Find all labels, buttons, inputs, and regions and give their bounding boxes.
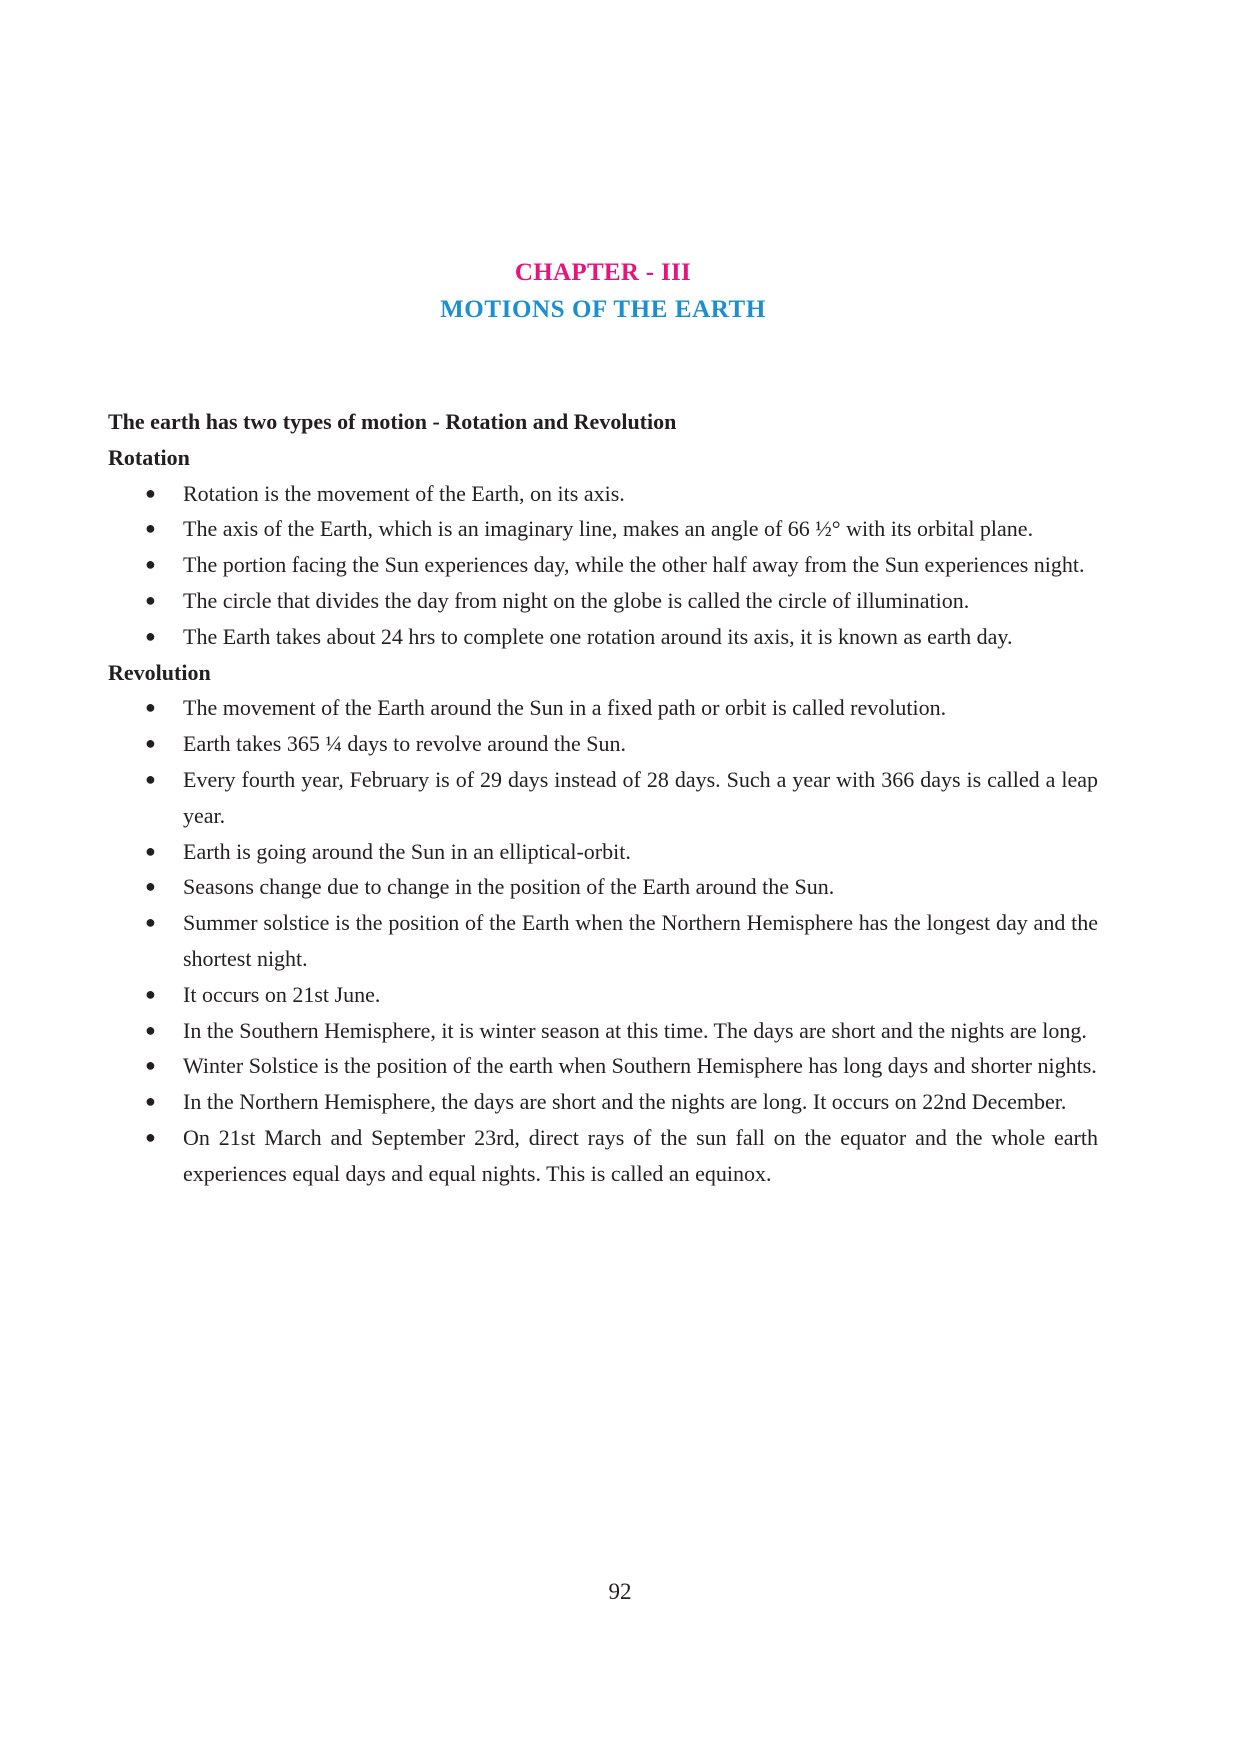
bullet-icon: ● — [145, 983, 156, 1004]
list-item-text: In the Northern Hemisphere, the days are short and the nights are long. It occurs on 22nd December. — [183, 1089, 1067, 1115]
bullet-icon: ● — [145, 625, 156, 646]
chapter-header — [0, 254, 1206, 328]
list-item-text: Seasons change due to change in the position of the Earth around the Sun. — [183, 874, 835, 900]
bullet-icon: ● — [145, 912, 156, 933]
bullet-icon: ● — [145, 482, 156, 503]
list-item — [108, 762, 1098, 834]
list-item — [108, 834, 1098, 870]
list-item — [108, 511, 1098, 547]
list-item — [108, 905, 1098, 977]
list-item — [108, 726, 1098, 762]
list-item — [108, 1120, 1098, 1192]
list-item-text: The circle that divides the day from night on the globe is called the circle of illumination. — [183, 587, 970, 613]
bullet-icon: ● — [145, 768, 156, 789]
list-item-text: The movement of the Earth around the Sun in a fixed path or orbit is called revolution. — [183, 695, 947, 721]
bullet-icon: ● — [145, 840, 156, 861]
chapter-title: MOTIONS OF THE EARTH — [440, 296, 766, 323]
list-item — [108, 1084, 1098, 1120]
revolution-bullet-list — [108, 690, 1098, 1191]
list-item — [108, 977, 1098, 1013]
list-item-text: The axis of the Earth, which is an imaginary line, makes an angle of 66 ½° with its orbital plane. — [183, 516, 1034, 542]
list-item — [108, 690, 1098, 726]
list-item-text: Earth takes 365 ¼ days to revolve around the Sun. — [183, 731, 626, 757]
list-item-text: In the Southern Hemisphere, it is winter season at this time. The days are short and the nights are long. — [183, 1017, 1087, 1043]
bullet-icon: ● — [145, 589, 156, 610]
list-item — [108, 1048, 1098, 1084]
list-item-text: The portion facing the Sun experiences day, while the other half away from the Sun experiences night. — [183, 552, 1085, 578]
bullet-icon: ● — [145, 1126, 156, 1147]
bullet-icon: ● — [145, 1091, 156, 1112]
list-item-text: Summer solstice is the position of the Earth when the Northern Hemisphere has the longest day and the shortest night. — [183, 910, 1098, 971]
bullet-icon: ● — [145, 733, 156, 754]
page-number: 92 — [608, 1579, 632, 1604]
bullet-icon: ● — [145, 518, 156, 539]
section-heading-revolution: Revolution — [108, 659, 211, 685]
bullet-icon: ● — [145, 1019, 156, 1040]
bullet-icon: ● — [145, 1055, 156, 1076]
list-item — [108, 619, 1098, 655]
list-item-text: On 21st March and September 23rd, direct rays of the sun fall on the equator and the whole earth experiences equal days and equal nights. This is called an equinox. — [183, 1124, 1098, 1186]
section-heading-rotation: Rotation — [108, 444, 190, 470]
bullet-icon: ● — [145, 554, 156, 575]
list-item — [108, 476, 1098, 512]
intro-heading: The earth has two types of motion - Rotation and Revolution — [108, 409, 677, 434]
chapter-content — [108, 404, 1098, 1192]
list-item-text: The Earth takes about 24 hrs to complete one rotation around its axis, it is known as earth day. — [183, 623, 1013, 649]
list-item — [108, 1013, 1098, 1049]
list-item — [108, 547, 1098, 583]
list-item-text: Earth is going around the Sun in an elliptical-orbit. — [183, 838, 631, 864]
rotation-bullet-list — [108, 476, 1098, 655]
bullet-icon: ● — [145, 697, 156, 718]
bullet-icon: ● — [145, 876, 156, 897]
list-item-text: Rotation is the movement of the Earth, on its axis. — [183, 480, 625, 506]
list-item-text: It occurs on 21st June. — [183, 981, 381, 1007]
list-item — [108, 869, 1098, 905]
list-item — [108, 583, 1098, 619]
list-item-text: Winter Solstice is the position of the earth when Southern Hemisphere has long days and shorter nights. — [183, 1053, 1097, 1079]
chapter-number: CHAPTER - III — [514, 259, 692, 286]
list-item-text: Every fourth year, February is of 29 days instead of 28 days. Such a year with 366 days is called a leap year. — [183, 766, 1098, 828]
